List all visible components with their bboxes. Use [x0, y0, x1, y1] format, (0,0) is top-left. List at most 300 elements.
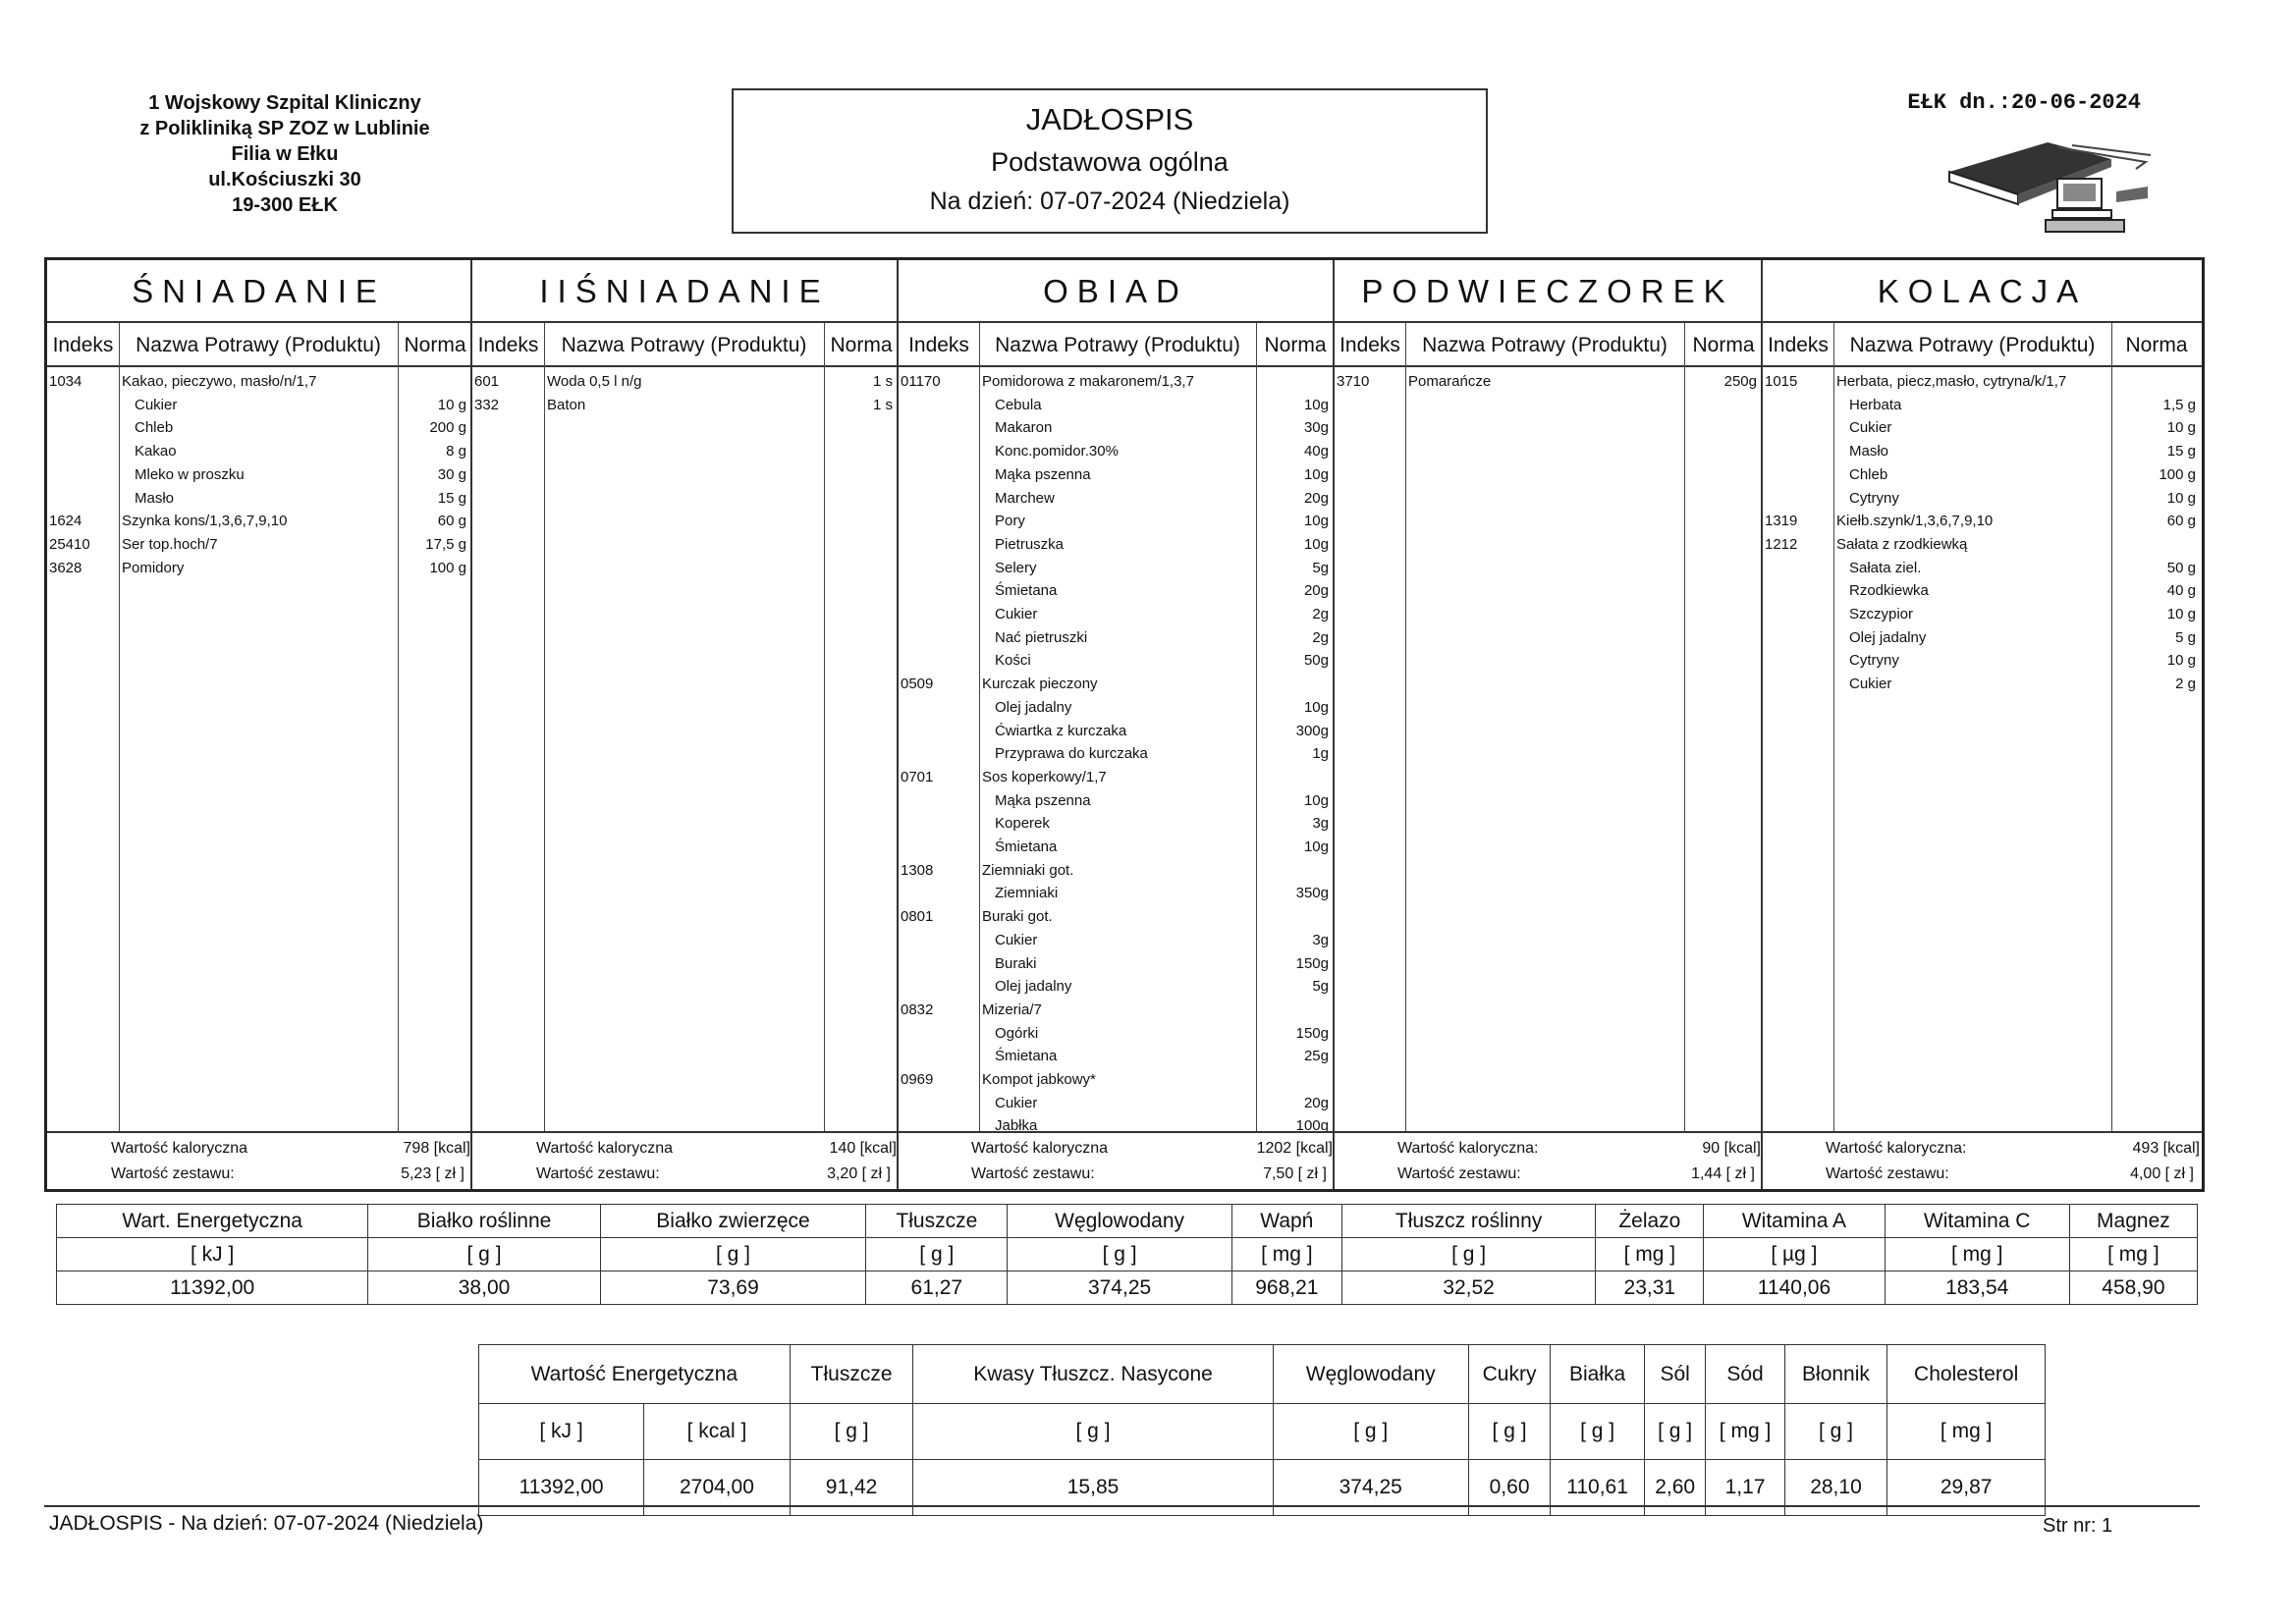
menu-row — [1335, 370, 1763, 393]
footer-divider — [44, 1505, 2200, 1507]
menu-row — [899, 1092, 1335, 1114]
row-norm: 100 g — [2159, 465, 2196, 483]
nutrition-header-cell: Sól — [1644, 1345, 1706, 1404]
column-divider — [1405, 323, 1406, 1133]
nutrition-cell: [ mg ] — [1596, 1238, 1704, 1271]
menu-row — [1763, 557, 2202, 579]
row-norm: 15 g — [2166, 443, 2196, 460]
nutrition-header-cell: Błonnik — [1784, 1345, 1887, 1404]
row-product-name: Kompot jabkowy* — [982, 1071, 1096, 1088]
menu-row — [1763, 603, 2202, 625]
row-index: 1212 — [1765, 535, 1798, 553]
nutrition-cell: [ µg ] — [1704, 1238, 1885, 1271]
row-index: 0701 — [901, 768, 934, 785]
menu-row — [899, 649, 1335, 672]
menu-row — [1763, 649, 2202, 672]
meal-title: PODWIECZOREK — [1335, 260, 1761, 323]
row-norm: 15 g — [437, 489, 466, 507]
calories-value: 90 [kcal] — [1702, 1140, 1761, 1157]
menu-row — [1763, 673, 2202, 695]
row-product-name: Ser top.hoch/7 — [122, 535, 218, 553]
summary-divider — [472, 1131, 899, 1133]
row-product-name: Pomarańcze — [1408, 373, 1492, 390]
calories-row — [472, 1137, 899, 1161]
row-product-name: Makaron — [995, 419, 1053, 437]
row-index: 332 — [474, 396, 500, 413]
nutrition-cell: [ g ] — [866, 1238, 1008, 1271]
menu-row — [899, 789, 1335, 812]
row-product-name: Śmietana — [995, 1048, 1058, 1065]
row-product-name: Szynka kons/1,3,6,7,9,10 — [122, 513, 288, 530]
row-product-name: Cukier — [135, 396, 178, 413]
menu-row — [1763, 510, 2202, 532]
nutrition-cell: 32,52 — [1341, 1271, 1595, 1305]
meal-section — [472, 260, 899, 1189]
menu-row — [899, 882, 1335, 904]
nutrition-cell: [ mg ] — [1885, 1238, 2069, 1271]
menu-row — [899, 929, 1335, 951]
calories-value: 493 [kcal] — [2132, 1140, 2200, 1157]
nutrition-cell: Węglowodany — [1008, 1205, 1231, 1238]
row-index: 1308 — [901, 861, 934, 879]
row-product-name: Kakao, pieczywo, masło/n/1,7 — [122, 373, 317, 390]
nutrition-cell: 73,69 — [600, 1271, 866, 1305]
row-norm: 10g — [1303, 535, 1329, 553]
row-product-name: Szczypior — [1849, 606, 1914, 622]
column-header-norm: Norma — [2111, 323, 2202, 367]
menu-row — [899, 999, 1335, 1021]
row-norm: 2g — [1312, 628, 1329, 646]
menu-row — [899, 510, 1335, 532]
menu-row — [899, 975, 1335, 998]
row-product-name: Kurczak pieczony — [982, 676, 1098, 693]
nutrition-cell: [ g ] — [1644, 1404, 1706, 1460]
menu-row — [472, 394, 899, 416]
row-product-name: Cukier — [995, 1094, 1038, 1111]
calories-label: Wartość kaloryczna: — [1397, 1140, 1539, 1157]
set-value-row — [472, 1163, 899, 1186]
row-product-name: Cytryny — [1849, 489, 1899, 507]
row-product-name: Pomidory — [122, 559, 185, 576]
row-product-name: Ziemniaki got. — [982, 861, 1074, 879]
nutrition-cell: [ g ] — [913, 1404, 1273, 1460]
menu-row — [899, 812, 1335, 835]
menu-row — [47, 510, 472, 532]
nutrition-cell: 29,87 — [1887, 1460, 2046, 1516]
row-norm: 10g — [1303, 698, 1329, 716]
set-value-row — [1335, 1163, 1763, 1186]
row-norm: 1 s — [872, 373, 893, 390]
nutrition-unit-row — [479, 1404, 2046, 1460]
nutrition-cell: [ g ] — [368, 1238, 600, 1271]
row-product-name: Pietruszka — [995, 535, 1065, 553]
menu-row — [1763, 416, 2202, 439]
row-product-name: Mąka pszenna — [995, 465, 1091, 483]
menu-row — [1763, 370, 2202, 393]
row-norm: 60 g — [437, 513, 466, 530]
row-product-name: Pomidorowa z makaronem/1,3,7 — [982, 373, 1194, 390]
meal-title: IIŚNIADANIE — [472, 260, 897, 323]
nutrition-cell: 374,25 — [1008, 1271, 1231, 1305]
issue-date: EŁK dn.:20-06-2024 — [1907, 90, 2141, 115]
row-product-name: Olej jadalny — [995, 978, 1072, 996]
menu-row — [899, 673, 1335, 695]
row-index: 1319 — [1765, 513, 1798, 530]
row-norm: 2g — [1312, 606, 1329, 622]
column-header-index: Indeks — [47, 323, 119, 367]
set-value-label: Wartość zestawu: — [111, 1165, 235, 1182]
row-product-name: Marchew — [995, 489, 1055, 507]
menu-row — [899, 1045, 1335, 1067]
summary-divider — [899, 1131, 1335, 1133]
hospital-line: ul.Kościuszki 30 — [208, 169, 361, 190]
calories-row — [899, 1137, 1335, 1161]
row-norm: 350g — [1295, 885, 1329, 902]
row-norm: 10g — [1303, 465, 1329, 483]
row-product-name: Jabłka — [995, 1117, 1038, 1135]
row-norm: 10g — [1303, 839, 1329, 855]
menu-row — [47, 533, 472, 556]
row-product-name: Ćwiartka z kurczaka — [995, 722, 1127, 739]
menu-row — [1763, 533, 2202, 556]
menu-row — [899, 394, 1335, 416]
calories-label: Wartość kaloryczna — [536, 1140, 673, 1157]
row-product-name: Konc.pomidor.30% — [995, 443, 1119, 460]
menu-row — [47, 440, 472, 462]
row-product-name: Kiełb.szynk/1,3,6,7,9,10 — [1836, 513, 1994, 530]
column-header-norm: Norma — [824, 323, 899, 367]
hospital-line: Filia w Ełku — [231, 143, 339, 165]
set-value: 7,50 [ zł ] — [1263, 1165, 1327, 1182]
row-norm: 20g — [1303, 582, 1329, 600]
nutrition-cell: 183,54 — [1885, 1271, 2069, 1305]
nutrition-cell: [ g ] — [1784, 1404, 1887, 1460]
menu-row — [1763, 579, 2202, 602]
menu-row — [899, 859, 1335, 882]
menu-row — [47, 370, 472, 393]
nutrition-cell: 1140,06 — [1704, 1271, 1885, 1305]
row-norm: 5g — [1312, 978, 1329, 996]
menu-row — [899, 1068, 1335, 1091]
menu-row — [899, 533, 1335, 556]
nutrition-cell: 61,27 — [866, 1271, 1008, 1305]
row-index: 601 — [474, 373, 500, 390]
menu-row — [47, 463, 472, 486]
row-norm: 20g — [1303, 1094, 1329, 1111]
calories-value: 140 [kcal] — [829, 1140, 897, 1157]
nutrition-header-cell: Węglowodany — [1273, 1345, 1468, 1404]
row-norm: 40g — [1303, 443, 1329, 460]
set-value-label: Wartość zestawu: — [536, 1165, 660, 1182]
nutrition-cell: 11392,00 — [479, 1460, 644, 1516]
nutrition-cell: Magnez — [2069, 1205, 2197, 1238]
column-divider — [1684, 323, 1685, 1133]
calories-row — [1335, 1137, 1763, 1161]
nutrition-cell: [ kcal ] — [644, 1404, 791, 1460]
summary-divider — [1335, 1131, 1763, 1133]
meal-section — [899, 260, 1335, 1189]
menu-row — [899, 557, 1335, 579]
nutrition-header-cell: Tłuszcze — [790, 1345, 913, 1404]
hospital-line: 19-300 EŁK — [232, 194, 338, 216]
row-product-name: Herbata, piecz,masło, cytryna/k/1,7 — [1836, 373, 2067, 390]
row-norm: 250g — [1723, 373, 1757, 390]
nutrition-header-cell: Cholesterol — [1887, 1345, 2046, 1404]
row-norm: 10 g — [437, 396, 466, 413]
menu-row — [1763, 487, 2202, 510]
row-index: 3628 — [49, 559, 82, 576]
nutrition-cell: Białko roślinne — [368, 1205, 600, 1238]
menu-row — [899, 1114, 1335, 1137]
set-value: 3,20 [ zł ] — [827, 1165, 891, 1182]
menu-row — [1763, 440, 2202, 462]
column-header-norm: Norma — [1684, 323, 1763, 367]
nutrition-cell: Witamina A — [1704, 1205, 1885, 1238]
menu-row — [47, 557, 472, 579]
menu-row — [899, 440, 1335, 462]
row-norm: 10g — [1303, 791, 1329, 809]
hospital-address — [79, 90, 491, 218]
calories-value: 1202 [kcal] — [1256, 1140, 1333, 1157]
row-product-name: Herbata — [1849, 396, 1902, 413]
meal-section — [1763, 260, 2202, 1189]
column-divider — [544, 323, 545, 1133]
row-norm: 25g — [1303, 1048, 1329, 1065]
row-index: 0969 — [901, 1071, 934, 1088]
energy-header-cell: Wartość Energetyczna — [479, 1345, 791, 1404]
row-product-name: Nać pietruszki — [995, 628, 1088, 646]
row-index: 25410 — [49, 535, 90, 553]
nutrition-cell: [ mg ] — [1887, 1404, 2046, 1460]
column-header-index: Indeks — [472, 323, 544, 367]
row-product-name: Chleb — [135, 419, 174, 437]
row-norm: 1 s — [872, 396, 893, 413]
nutrition-table-1 — [56, 1204, 2198, 1305]
nutrition-cell: [ g ] — [1341, 1238, 1595, 1271]
calories-row — [1763, 1137, 2202, 1161]
row-index: 01170 — [901, 373, 941, 390]
column-header-index: Indeks — [1763, 323, 1833, 367]
nutrition-cell: [ g ] — [1468, 1404, 1551, 1460]
footer-title: JADŁOSPIS - Na dzień: 07-07-2024 (Niedziela) — [49, 1512, 484, 1535]
column-divider — [824, 323, 825, 1133]
row-product-name: Baton — [547, 396, 586, 413]
calories-value: 798 [kcal] — [403, 1140, 470, 1157]
row-product-name: Mleko w proszku — [135, 465, 245, 483]
menu-row — [899, 463, 1335, 486]
nutrition-cell: 110,61 — [1551, 1460, 1644, 1516]
row-product-name: Cukier — [1849, 676, 1892, 693]
nutrition-cell: 0,60 — [1468, 1460, 1551, 1516]
row-product-name: Sałata z rzodkiewką — [1836, 535, 1968, 553]
nutrition-header-cell: Sód — [1706, 1345, 1784, 1404]
nutrition-unit-row — [57, 1238, 2198, 1271]
row-product-name: Mąka pszenna — [995, 791, 1091, 809]
nutrition-cell: [ g ] — [1008, 1238, 1231, 1271]
row-norm: 200 g — [429, 419, 466, 437]
row-product-name: Rzodkiewka — [1849, 582, 1929, 600]
row-norm: 40 g — [2166, 582, 2196, 600]
menu-row — [1763, 463, 2202, 486]
row-product-name: Selery — [995, 559, 1037, 576]
meal-title: KOLACJA — [1763, 260, 2202, 323]
menu-row — [899, 626, 1335, 649]
column-header-name: Nazwa Potrawy (Produktu) — [544, 323, 824, 367]
row-norm: 5g — [1312, 559, 1329, 576]
menu-row — [899, 766, 1335, 788]
row-norm: 10 g — [2166, 606, 2196, 622]
set-value-row — [47, 1163, 472, 1186]
summary-divider — [47, 1131, 472, 1133]
row-product-name: Cukier — [995, 606, 1038, 622]
meal-title: OBIAD — [899, 260, 1333, 323]
row-product-name: Buraki got. — [982, 908, 1053, 926]
nutrition-header-cell: Kwasy Tłuszcz. Nasycone — [913, 1345, 1273, 1404]
diet-type: Podstawowa ogólna — [991, 147, 1229, 177]
row-norm: 10g — [1303, 513, 1329, 530]
row-norm: 50g — [1303, 652, 1329, 670]
menu-row — [899, 952, 1335, 975]
nutrition-cell: [ mg ] — [1706, 1404, 1784, 1460]
row-index: 0801 — [901, 908, 934, 926]
nutrition-cell: [ kJ ] — [479, 1404, 644, 1460]
row-index: 0509 — [901, 676, 934, 693]
column-header-norm: Norma — [398, 323, 472, 367]
nutrition-cell: 1,17 — [1706, 1460, 1784, 1516]
menu-row — [899, 487, 1335, 510]
row-product-name: Ziemniaki — [995, 885, 1059, 902]
page-number: Str nr: 1 — [2043, 1515, 2113, 1537]
row-norm: 1g — [1312, 745, 1329, 763]
summary-divider — [1763, 1131, 2202, 1133]
set-value-row — [1763, 1163, 2202, 1186]
row-norm: 3g — [1312, 931, 1329, 948]
row-norm: 10g — [1303, 396, 1329, 413]
column-header-name: Nazwa Potrawy (Produktu) — [119, 323, 398, 367]
nutrition-cell: 458,90 — [2069, 1271, 2197, 1305]
row-norm: 50 g — [2166, 559, 2196, 576]
row-product-name: Buraki — [995, 954, 1037, 972]
menu-row — [47, 487, 472, 510]
set-value-row — [899, 1163, 1335, 1186]
menu-row — [472, 370, 899, 393]
title-box — [732, 88, 1488, 234]
menu-row — [899, 720, 1335, 742]
row-norm: 8 g — [446, 443, 466, 460]
nutrition-header-row — [479, 1345, 2046, 1404]
nutrition-cell: 374,25 — [1273, 1460, 1468, 1516]
meal-title: ŚNIADANIE — [47, 260, 470, 323]
set-value: 1,44 [ zł ] — [1691, 1165, 1755, 1182]
book-computer-logo — [1940, 137, 2165, 236]
row-product-name: Cytryny — [1849, 652, 1899, 670]
row-norm: 3g — [1312, 815, 1329, 833]
nutrition-cell: Tłuszcz roślinny — [1341, 1205, 1595, 1238]
menu-row — [899, 416, 1335, 439]
set-value-label: Wartość zestawu: — [1397, 1165, 1521, 1182]
nutrition-cell: [ kJ ] — [57, 1238, 368, 1271]
menu-row — [899, 370, 1335, 393]
nutrition-cell: 2704,00 — [644, 1460, 791, 1516]
row-index: 1624 — [49, 513, 82, 530]
nutrition-cell: Witamina C — [1885, 1205, 2069, 1238]
nutrition-cell: 38,00 — [368, 1271, 600, 1305]
menu-row — [899, 1022, 1335, 1045]
row-norm: 100g — [1295, 1117, 1329, 1135]
row-product-name: Śmietana — [995, 582, 1058, 600]
menu-row — [899, 905, 1335, 928]
row-product-name: Masło — [135, 489, 175, 507]
row-product-name: Kości — [995, 652, 1031, 670]
row-product-name: Koperek — [995, 815, 1050, 833]
column-header-norm: Norma — [1256, 323, 1335, 367]
row-product-name: Sałata ziel. — [1849, 559, 1922, 576]
row-index: 3710 — [1337, 373, 1370, 390]
row-product-name: Cukier — [995, 931, 1038, 948]
nutrition-cell: 2,60 — [1644, 1460, 1706, 1516]
nutrition-cell: [ g ] — [1551, 1404, 1644, 1460]
row-norm: 10 g — [2166, 489, 2196, 507]
row-product-name: Sos koperkowy/1,7 — [982, 768, 1107, 785]
row-norm: 60 g — [2166, 513, 2196, 530]
menu-row — [47, 394, 472, 416]
set-value-label: Wartość zestawu: — [1826, 1165, 1949, 1182]
nutrition-header-row — [57, 1205, 2198, 1238]
row-product-name: Mizeria/7 — [982, 1001, 1042, 1018]
menu-row — [899, 579, 1335, 602]
row-product-name: Chleb — [1849, 465, 1888, 483]
document-title: JADŁOSPIS — [1025, 102, 1194, 136]
calories-label: Wartość kaloryczna — [111, 1140, 247, 1157]
nutrition-cell: [ g ] — [600, 1238, 866, 1271]
row-product-name: Śmietana — [995, 839, 1058, 855]
nutrition-cell: Wapń — [1231, 1205, 1341, 1238]
row-norm: 20g — [1303, 489, 1329, 507]
row-norm: 2 g — [2175, 676, 2196, 693]
row-product-name: Olej jadalny — [1849, 628, 1927, 646]
row-product-name: Cukier — [1849, 419, 1892, 437]
row-product-name: Ogórki — [995, 1024, 1039, 1042]
calories-label: Wartość kaloryczna — [971, 1140, 1108, 1157]
row-norm: 17,5 g — [425, 535, 466, 553]
row-norm: 30 g — [437, 465, 466, 483]
set-value-label: Wartość zestawu: — [971, 1165, 1095, 1182]
meal-section — [47, 260, 472, 1189]
row-index: 1015 — [1765, 373, 1798, 390]
row-product-name: Olej jadalny — [995, 698, 1072, 716]
menu-row — [1763, 626, 2202, 649]
menu-row — [1763, 394, 2202, 416]
nutrition-cell: 23,31 — [1596, 1271, 1704, 1305]
row-product-name: Masło — [1849, 443, 1889, 460]
hospital-line: z Polikliniką SP ZOZ w Lublinie — [139, 118, 430, 139]
row-index: 0832 — [901, 1001, 934, 1018]
row-norm: 30g — [1303, 419, 1329, 437]
nutrition-cell: Wart. Energetyczna — [57, 1205, 368, 1238]
row-norm: 300g — [1295, 722, 1329, 739]
row-norm: 150g — [1295, 954, 1329, 972]
nutrition-cell: Żelazo — [1596, 1205, 1704, 1238]
row-norm: 100 g — [429, 559, 466, 576]
row-index: 1034 — [49, 373, 82, 390]
set-value: 5,23 [ zł ] — [401, 1165, 465, 1182]
row-product-name: Pory — [995, 513, 1025, 530]
nutrition-table-2 — [478, 1344, 2046, 1516]
row-norm: 10 g — [2166, 652, 2196, 670]
row-product-name: Przyprawa do kurczaka — [995, 745, 1148, 763]
row-norm: 1,5 g — [2162, 396, 2196, 413]
row-product-name: Kakao — [135, 443, 177, 460]
